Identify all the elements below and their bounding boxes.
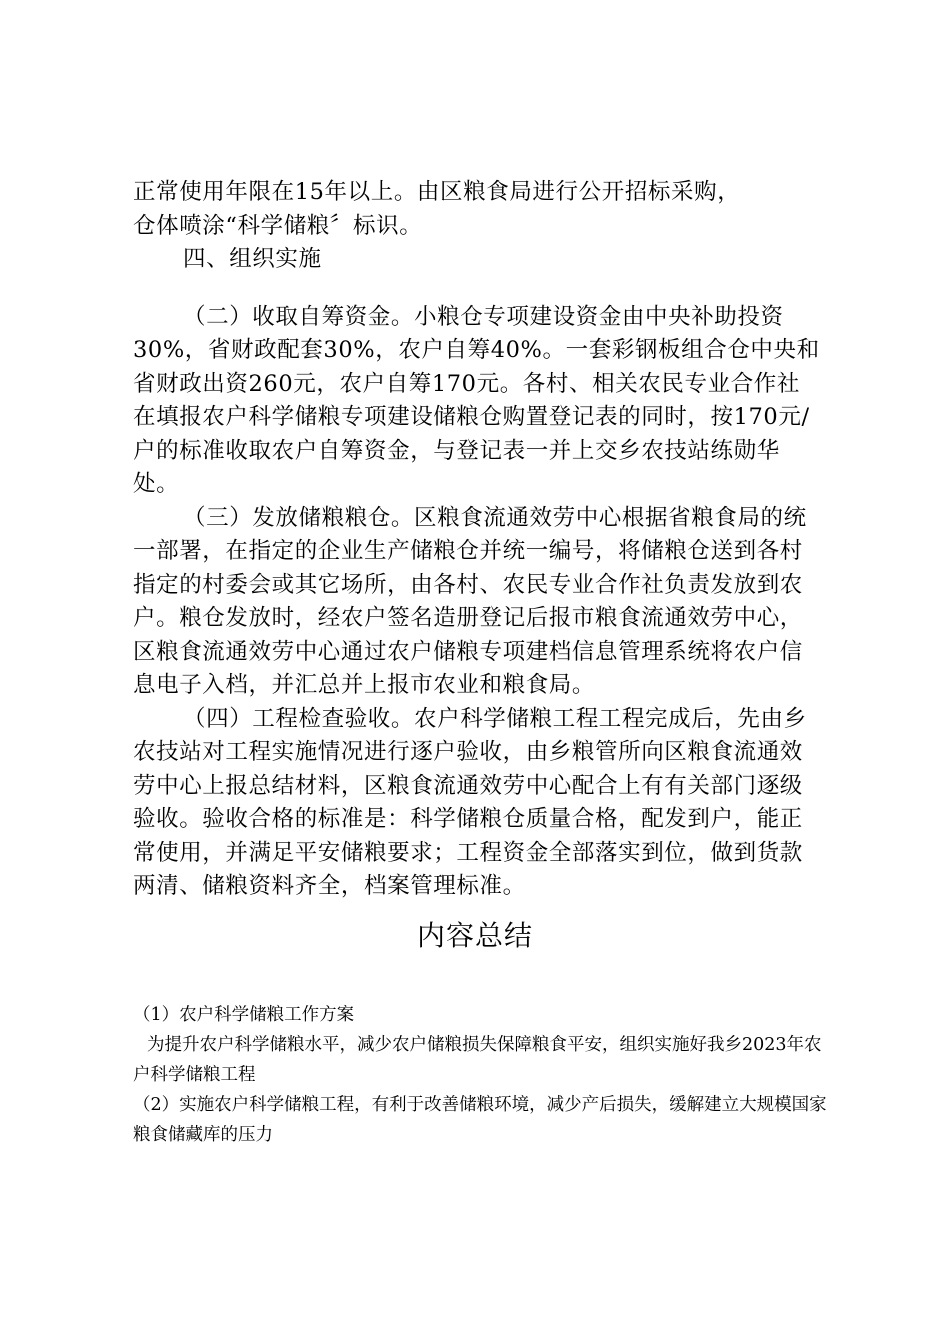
section-heading: 四、组织实施 (183, 246, 322, 272)
summary-item-1-title: （1）农户科学储粮工作方案 (133, 1005, 355, 1025)
summary-title: 内容总结 (416, 919, 533, 952)
continuation-line-2: 仓体喷涂“科学储粮〞标识。 (133, 212, 423, 239)
paragraph-collect-funds: （二）收取自筹资金。小粮仓专项建设资金由中央补助投资30%，省财政配套30%，农户自筹40%。一套彩钢板组合仓中央和省财政出资260元，农户自筹170元。各村、相关农民专业合作社在填报农户科学储粮专项建设储粮仓购置登记表的同时，按170元/户的标准收取农户自筹资金，与登记表一并上交乡农技站练勋华处。 (133, 303, 820, 497)
summary-section (133, 1000, 833, 1150)
continuation-line-1: 正常使用年限在15年以上。由区粮食局进行公开招标采购， (133, 179, 741, 205)
paragraph-inspection-acceptance: （四）工程检查验收。农户科学储粮工程工程完成后，先由乡农技站对工程实施情况进行逐户验收，由乡粮管所向区粮食流通效劳中心上报总结材料，区粮食流通效劳中心配合上有有关部门逐级验收。验收合格的标准是：科学储粮仓质量合格，配发到户，能正常使用，并满足平安储粮要求；工程资金全部落实到位，做到货款两清、储粮资料齐全，档案管理标准。 (133, 705, 807, 899)
summary-item-2-body: （2）实施农户科学储粮工程，有利于改善储粮环境，减少产后损失，缓解建立大规模国家粮食储藏库的压力 (133, 1095, 827, 1145)
paragraph-distribute-granaries: （三）发放储粮粮仓。区粮食流通效劳中心根据省粮食局的统一部署，在指定的企业生产储粮仓并统一编号，将储粮仓送到各村指定的村委会或其它场所，由各村、农民专业合作社负责发放到农户。粮仓发放时，经农户签名造册登记后报市粮食流通效劳中心，区粮食流通效劳中心通过农户储粮专项建档信息管理系统将农户信息电子入档，并汇总并上报市农业和粮食局。 (133, 504, 807, 698)
summary-item-1-body: 为提升农户科学储粮水平，减少农户储粮损失保障粮食平安，组织实施好我乡2023年农户科学储粮工程 (133, 1035, 822, 1085)
paragraph-gap (133, 277, 823, 301)
document-body (133, 176, 823, 904)
